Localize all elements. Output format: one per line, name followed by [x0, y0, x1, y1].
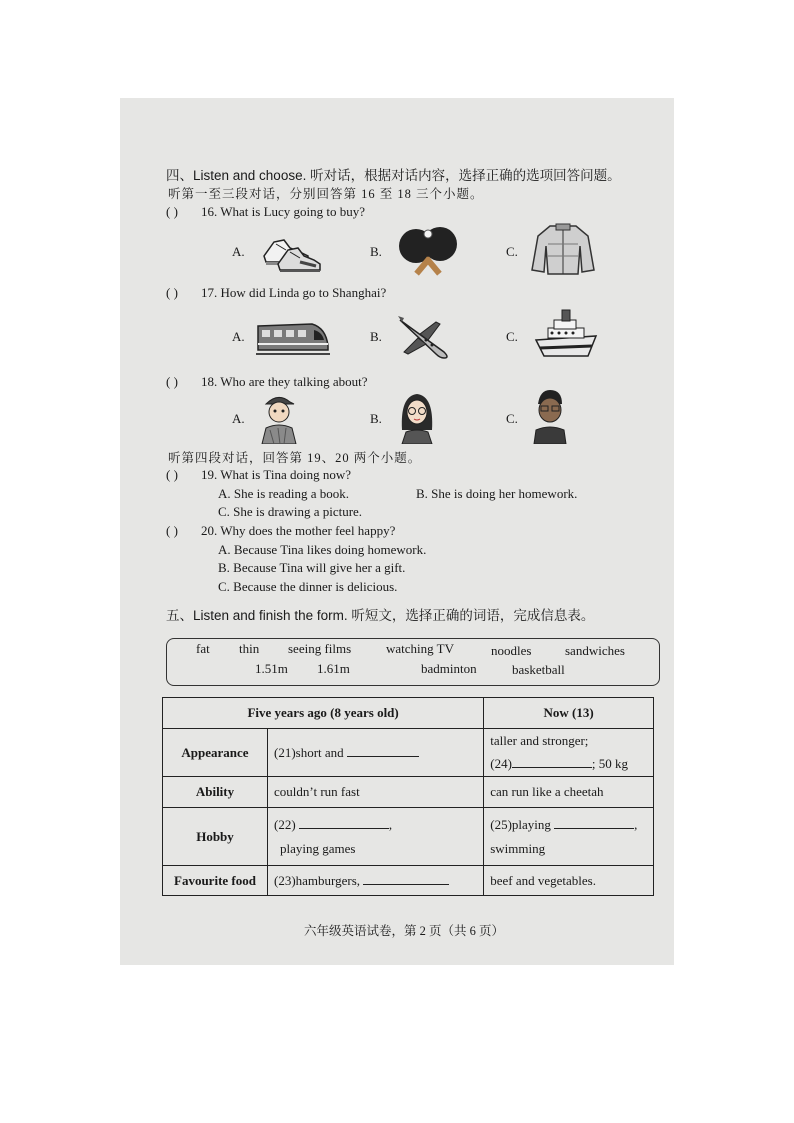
table-row — [163, 808, 654, 866]
q20-answer-paren[interactable]: ( ) — [166, 523, 178, 538]
header-five-years-ago: Five years ago (8 years old) — [163, 698, 484, 729]
word-bank-word: noodles — [491, 643, 532, 658]
hobby-past-prefix: (22) — [274, 817, 296, 832]
section-four-title: 四、Listen and choose. 听对话，根据对话内容，选择正确的选项回答问题。 — [166, 168, 621, 183]
q20-option-c: C. Because the dinner is delicious. — [218, 579, 398, 594]
hobby-past-line2: playing games — [280, 841, 356, 856]
section-four-instruction: 听第一至三段对话，分别回答第 16 至 18 三个小题。 — [168, 187, 484, 201]
food-past-text: (23)hamburgers, — [274, 873, 361, 888]
q19-option-c: C. She is drawing a picture. — [218, 504, 363, 519]
blank-23[interactable] — [363, 872, 449, 885]
appearance-now-suffix: ; 50 kg — [591, 756, 629, 771]
q16-option-b-letter: B. — [370, 244, 382, 259]
hobby-now-comma: , — [634, 817, 638, 832]
row-label-appearance: Appearance — [163, 729, 268, 777]
q18-question: 18. Who are they talking about? — [201, 374, 368, 389]
section-five-title: 五、Listen and finish the form. 听短文，选择正确的词语，完成信息表。 — [166, 608, 595, 623]
q18-option-a-letter: A. — [232, 411, 245, 426]
cell-ability-past: couldn’t run fast — [268, 777, 484, 808]
row-label-favourite-food: Favourite food — [163, 866, 268, 896]
ping-pong-paddles-icon — [396, 226, 460, 278]
cell-hobby-past — [268, 808, 484, 866]
q16-question: 16. What is Lucy going to buy? — [201, 204, 366, 219]
q19-question: 19. What is Tina doing now? — [201, 467, 351, 482]
cell-appearance-now — [484, 729, 654, 777]
q17-question: 17. How did Linda go to Shanghai? — [201, 285, 387, 300]
word-bank-word: 1.61m — [317, 661, 350, 676]
cell-appearance-past — [268, 729, 484, 777]
section-four-instruction-2: 听第四段对话，回答第 19、20 两个小题。 — [168, 451, 422, 465]
train-icon — [256, 318, 330, 356]
ship-icon — [532, 306, 600, 362]
table-row — [163, 866, 654, 896]
hobby-now-prefix: (25)playing — [490, 817, 551, 832]
table-row — [163, 777, 654, 808]
q17-option-a-letter: A. — [232, 329, 245, 344]
boy-with-glasses-icon — [530, 388, 570, 444]
q20-question: 20. Why does the mother feel happy? — [201, 523, 396, 538]
q18-answer-paren[interactable]: ( ) — [166, 374, 178, 389]
table-header-row — [163, 698, 654, 729]
word-bank-word: sandwiches — [565, 643, 625, 658]
appearance-now-line1: taller and stronger; — [490, 733, 589, 748]
page-footer: 六年级英语试卷，第 2 页（共 6 页） — [304, 924, 505, 938]
cell-hobby-now — [484, 808, 654, 866]
q20-option-a: A. Because Tina likes doing homework. — [218, 542, 427, 557]
cell-food-past — [268, 866, 484, 896]
q16-option-c-letter: C. — [506, 244, 518, 259]
word-bank-word: badminton — [421, 661, 477, 676]
q18-option-b-letter: B. — [370, 411, 382, 426]
jacket-icon — [530, 222, 596, 276]
q16-answer-paren[interactable]: ( ) — [166, 204, 178, 219]
q20-option-b: B. Because Tina will give her a gift. — [218, 560, 406, 575]
blank-22[interactable] — [299, 816, 389, 829]
boy-with-cap-icon — [258, 390, 300, 444]
q16-option-a-letter: A. — [232, 244, 245, 259]
q17-option-b-letter: B. — [370, 329, 382, 344]
appearance-past-text: (21)short and — [274, 745, 344, 760]
cell-food-now: beef and vegetables. — [484, 866, 654, 896]
table-row — [163, 729, 654, 777]
blank-25[interactable] — [554, 816, 634, 829]
q18-option-c-letter: C. — [506, 411, 518, 426]
word-bank-word: fat — [196, 641, 210, 656]
word-bank-word: thin — [239, 641, 260, 656]
blank-21[interactable] — [347, 744, 419, 757]
word-bank-word: watching TV — [386, 641, 454, 656]
q19-answer-paren[interactable]: ( ) — [166, 467, 178, 482]
airplane-icon — [396, 314, 452, 362]
q17-answer-paren[interactable]: ( ) — [166, 285, 178, 300]
cell-ability-now: can run like a cheetah — [484, 777, 654, 808]
word-bank-word: 1.51m — [255, 661, 288, 676]
q17-option-c-letter: C. — [506, 329, 518, 344]
sneakers-icon — [260, 228, 322, 274]
row-label-ability: Ability — [163, 777, 268, 808]
hobby-past-comma: , — [388, 817, 393, 832]
word-bank-word: seeing films — [288, 641, 352, 656]
girl-with-glasses-icon — [398, 390, 436, 444]
header-now: Now (13) — [484, 698, 654, 729]
blank-24[interactable] — [512, 755, 592, 768]
q19-option-b: B. She is doing her homework. — [416, 486, 578, 501]
row-label-hobby: Hobby — [163, 808, 268, 866]
q19-option-a: A. She is reading a book. — [218, 486, 350, 501]
hobby-now-line2: swimming — [490, 841, 546, 856]
info-form-table — [162, 697, 654, 896]
appearance-now-prefix: (24) — [490, 756, 512, 771]
word-bank-word: basketball — [512, 662, 565, 677]
